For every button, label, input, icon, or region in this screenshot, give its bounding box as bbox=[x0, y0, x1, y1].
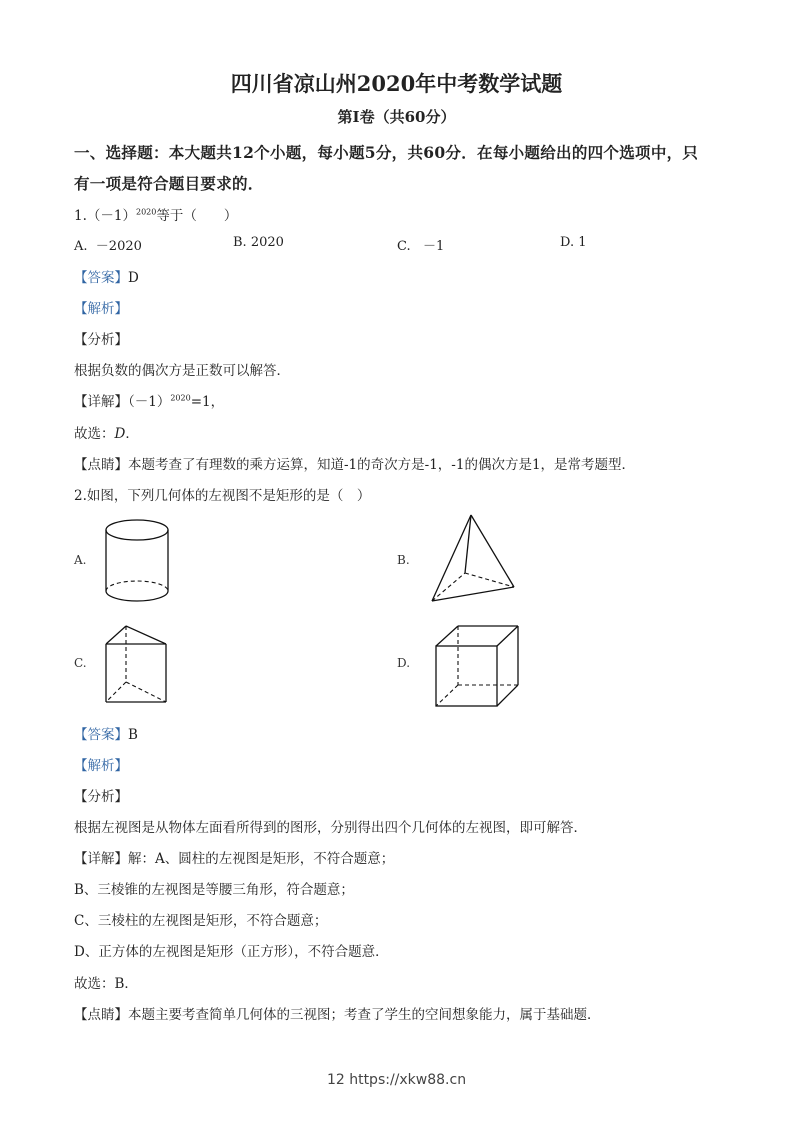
cube-figure bbox=[430, 620, 525, 710]
pyramid-figure bbox=[425, 510, 525, 610]
q1-option-c bbox=[397, 235, 444, 254]
q1-choose-value: D bbox=[114, 426, 126, 442]
q2-answer-value: B bbox=[128, 727, 138, 743]
q1-answer-value: D bbox=[128, 270, 139, 286]
q1-option-b-text: 2020 bbox=[250, 235, 284, 250]
prism-figure bbox=[100, 620, 180, 710]
q2-fenxi-text: 根据左视图是从物体左面看所得到的图形，分别得出四个几何体的左视图，即可解答． bbox=[74, 820, 587, 836]
q2-fig-d-label: D. bbox=[397, 656, 411, 670]
q1-option-a-label: A. bbox=[74, 239, 88, 254]
q1-fenxi-text: 根据负数的偶次方是正数可以解答． bbox=[74, 363, 290, 379]
page-title: 四川省凉山州2020年中考数学试题 bbox=[230, 71, 563, 96]
q1-choose-label: 故选： bbox=[74, 426, 115, 442]
section-heading-line1: 一、选择题：本大题共12个小题，每小题5分，共60分．在每小题给出的四个选项中，只 bbox=[74, 143, 699, 162]
q1-fenxi-tag: 【分析】 bbox=[74, 332, 128, 348]
q2-fig-a-label: A. bbox=[74, 553, 87, 567]
q2-answer bbox=[74, 723, 138, 743]
q2-fig-c-label: C. bbox=[74, 656, 87, 670]
page-footer: 12 https://xkw88.cn bbox=[326, 1072, 467, 1088]
q1-comment: 【点睛】本题考查了有理数的乘方运算，知道-1的奇次方是-1，-1的偶次方是1，是常考题型． bbox=[74, 457, 636, 473]
q1-option-b-label: B. bbox=[233, 235, 247, 250]
q1-detail bbox=[74, 390, 224, 410]
q1-detail-exponent: 2020 bbox=[170, 393, 191, 403]
q2-fig-b-label: B. bbox=[397, 553, 410, 567]
q1-option-c-label: C. bbox=[397, 239, 411, 254]
q1-option-d-label: D. bbox=[560, 235, 575, 250]
q1-answer-tag: 【答案】 bbox=[74, 270, 128, 286]
q2-choose: 故选：B． bbox=[74, 976, 138, 992]
q1-option-d-text: 1 bbox=[578, 235, 587, 250]
q2-detail-2: B、三棱锥的左视图是等腰三角形，符合题意； bbox=[74, 882, 354, 898]
q1-detail-post: =1， bbox=[190, 394, 225, 410]
q1-stem-pre: 1.（－1） bbox=[74, 208, 136, 224]
q1-choose bbox=[74, 422, 139, 442]
q1-analysis-tag: 【解析】 bbox=[74, 301, 128, 317]
q1-stem-post: 等于（ ） bbox=[156, 208, 238, 224]
q1-detail-pre: 【详解】（－1） bbox=[74, 394, 171, 410]
q1-option-b bbox=[233, 235, 284, 250]
q1-stem-exponent: 2020 bbox=[135, 207, 157, 217]
q2-analysis-tag: 【解析】 bbox=[74, 758, 128, 774]
q1-stem bbox=[74, 204, 237, 224]
q1-choose-end: ． bbox=[125, 426, 139, 442]
cylinder-figure bbox=[100, 518, 180, 604]
q2-detail-3: C、三棱柱的左视图是矩形，不符合题意； bbox=[74, 913, 328, 929]
q1-answer bbox=[74, 266, 139, 286]
q2-detail-4: D、正方体的左视图是矩形（正方形），不符合题意． bbox=[74, 944, 389, 960]
q1-option-a bbox=[74, 235, 142, 254]
q2-stem: 2.如图，下列几何体的左视图不是矩形的是（ ） bbox=[74, 488, 371, 504]
page-subtitle: 第Ⅰ卷（共60分） bbox=[337, 108, 456, 126]
q2-detail-1: 【详解】解：A、圆柱的左视图是矩形，不符合题意； bbox=[74, 851, 395, 867]
q1-option-d bbox=[560, 235, 587, 250]
section-heading-line2: 有一项是符合题目要求的． bbox=[74, 174, 264, 193]
q2-answer-tag: 【答案】 bbox=[74, 727, 128, 743]
q1-option-a-text: －2020 bbox=[95, 239, 142, 254]
q2-comment: 【点睛】本题主要考查简单几何体的三视图；考查了学生的空间想象能力，属于基础题． bbox=[74, 1007, 601, 1023]
q1-option-c-text: －1 bbox=[423, 239, 445, 254]
q2-fenxi-tag: 【分析】 bbox=[74, 789, 128, 805]
